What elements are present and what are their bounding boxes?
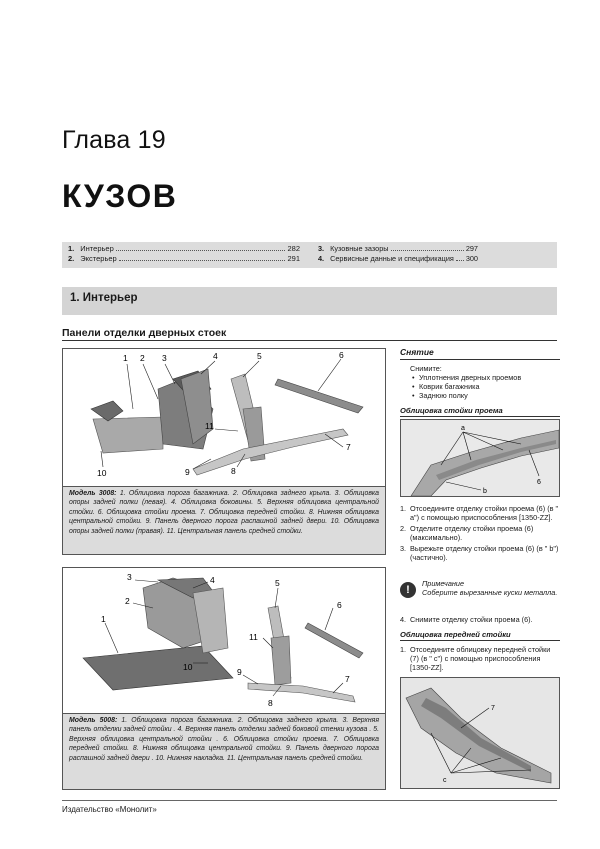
- toc-leader: [391, 245, 464, 251]
- step-item: [400, 524, 560, 542]
- pillar-trim-heading: Облицовка стойки проема: [400, 406, 503, 415]
- callout-label: 5: [275, 578, 280, 588]
- chapter-title: КУЗОВ: [62, 178, 178, 214]
- callout-label: 4: [213, 351, 218, 361]
- callout-label: 7: [346, 442, 351, 452]
- caption-text: 1. Облицовка порога багажника. 2. Облицовка заднего крыла. 3. Облицовка опоры задней полки (левая). 4. Облицовка боковины. 5. Верхняя облицовка центральной стойки. 6. Облицовка стойки проема. 7. Облицовка передней стойки. 8. Нижняя облицовка центральной стойки. 9. Панель дверного порога распашной задней двери. 10. Облицовка опоры задней полки (правая). 11. Центральная панель средней стойки.: [69, 490, 380, 535]
- callout-label: 3: [127, 572, 132, 582]
- callout-label: 4: [210, 575, 215, 585]
- step-text: Снимите отделку стойки проема (6).: [410, 615, 533, 624]
- figure-5008-caption: [62, 714, 386, 790]
- toc-entry[interactable]: [68, 244, 300, 254]
- step-4-block: [400, 615, 560, 624]
- removal-intro: Снимите:: [410, 364, 442, 373]
- pillar-trim-illustration: [401, 420, 559, 496]
- callout-label: 8: [268, 698, 273, 708]
- front-pillar-block: [400, 630, 560, 672]
- toc-page: 300: [465, 254, 478, 263]
- step-item: [400, 615, 560, 624]
- toc-label: Кузовные зазоры: [330, 244, 389, 253]
- callout-label: 2: [125, 596, 130, 606]
- step-number: 1.: [400, 504, 407, 513]
- callout-label: 3: [162, 353, 167, 363]
- toc-column-right: [318, 244, 478, 264]
- step-item: [400, 544, 560, 562]
- list-item: • Заднюю полку: [410, 391, 560, 400]
- pillar-trim-heading-block: [400, 406, 560, 417]
- callout-label: 10: [97, 468, 107, 478]
- callout-label: 9: [185, 467, 190, 477]
- step-number: 2.: [400, 524, 407, 533]
- callout-label: 7: [491, 705, 495, 712]
- step-item: [400, 645, 560, 672]
- figure-model-5008: [62, 567, 386, 714]
- callout-label: 2: [140, 353, 145, 363]
- warning-icon: !: [400, 582, 416, 598]
- publisher-footer: Издательство «Монолит»: [62, 805, 157, 814]
- step-number: 3.: [400, 544, 407, 553]
- caption-text: 1. Облицовка порога багажника. 2. Облицовка заднего крыла. 3. Верхняя панель отделки задней стойки . 4. Верхняя панель отделки задней боковой стенки кузова . 5. Верхняя облицовка центральной стойки . 6. Облицовка стойки проема. 7. Облицовка передней стойки. 8. Нижняя облицовка центральной стойки. 9. Панель дверного порога распашной задней двери . 10. Нижняя накладка. 11. Центральная панель средней стойки.: [69, 717, 379, 762]
- toc-number: 4.: [318, 254, 325, 263]
- step-text: Отсоедините отделку стойки проема (6) (в " a") с помощью приспособления [1350-ZZ].: [410, 504, 559, 522]
- callout-label: 6: [337, 600, 342, 610]
- step-item: [400, 504, 560, 522]
- callout-label: 1: [101, 614, 106, 624]
- figure-3008-caption: [62, 487, 386, 555]
- callout-label: 8: [231, 466, 236, 476]
- callout-label: 11: [205, 421, 214, 431]
- section-heading: 1. Интерьер: [62, 287, 557, 315]
- callout-label: 10: [183, 662, 193, 672]
- callout-label: 9: [237, 667, 242, 677]
- figure-front-pillar: [400, 677, 560, 789]
- front-pillar-heading: Облицовка передней стойки: [400, 630, 511, 639]
- figure-5008-illustration: [63, 568, 385, 713]
- callout-label: 7: [345, 674, 350, 684]
- toc-number: 1.: [68, 244, 75, 253]
- removal-list: [400, 373, 560, 400]
- divider: [62, 800, 557, 801]
- divider: [400, 416, 560, 417]
- toc-label: Экстерьер: [80, 254, 117, 263]
- toc-entry[interactable]: [318, 244, 478, 254]
- figure-3008-illustration: [63, 349, 385, 486]
- removal-block: [400, 348, 560, 400]
- note-title: Примечание: [422, 579, 465, 588]
- caption-title: Модель 5008:: [69, 717, 118, 724]
- toc-leader: [116, 245, 286, 251]
- callout-label: b: [483, 488, 487, 495]
- note-text-block: [422, 579, 557, 605]
- table-of-contents: [62, 242, 557, 268]
- list-item: • Уплотнения дверных проемов: [410, 373, 560, 382]
- toc-leader: [119, 255, 286, 261]
- toc-label: Сервисные данные и спецификация: [330, 254, 454, 263]
- figure-model-3008: [62, 348, 386, 487]
- callout-label: 11: [249, 632, 258, 642]
- toc-number: 2.: [68, 254, 75, 263]
- front-pillar-illustration: [401, 678, 559, 788]
- toc-page: 291: [287, 254, 300, 263]
- toc-entry[interactable]: [68, 254, 300, 264]
- divider: [400, 640, 560, 641]
- note-block: [400, 579, 560, 605]
- step-number: 4.: [400, 615, 407, 624]
- toc-entry[interactable]: [318, 254, 478, 264]
- callout-label: 6: [537, 479, 541, 486]
- removal-heading: Снятие: [400, 347, 434, 357]
- divider: [62, 340, 557, 341]
- step-text: Отделите отделку стойки проема (6) (максимально).: [410, 524, 534, 542]
- step-number: 1.: [400, 645, 407, 654]
- figure-pillar-trim: [400, 419, 560, 497]
- step-text: Вырежьте отделку стойки проема (6) (в " b") (частично).: [410, 544, 559, 562]
- toc-page: 297: [465, 244, 478, 253]
- toc-page: 282: [287, 244, 300, 253]
- note-body: Соберите вырезанные куски металла.: [422, 588, 558, 597]
- caption-title: Модель 3008:: [69, 490, 117, 497]
- step-text: Отсоедините облицовку передней стойки (7) (в " c") с помощью приспособления [1350-ZZ].: [410, 645, 551, 672]
- chapter-label: Глава 19: [62, 126, 166, 154]
- subsection-heading: Панели отделки дверных стоек: [62, 327, 227, 339]
- toc-column-left: [68, 244, 300, 264]
- toc-number: 3.: [318, 244, 325, 253]
- divider: [400, 359, 560, 360]
- list-item: • Коврик багажника: [410, 382, 560, 391]
- callout-label: c: [443, 777, 447, 784]
- callout-label: 1: [123, 353, 128, 363]
- callout-label: a: [461, 425, 465, 432]
- toc-leader: [456, 255, 464, 261]
- callout-label: 6: [339, 350, 344, 360]
- callout-label: 5: [257, 351, 262, 361]
- toc-label: Интерьер: [80, 244, 114, 253]
- pillar-trim-steps: [400, 504, 560, 562]
